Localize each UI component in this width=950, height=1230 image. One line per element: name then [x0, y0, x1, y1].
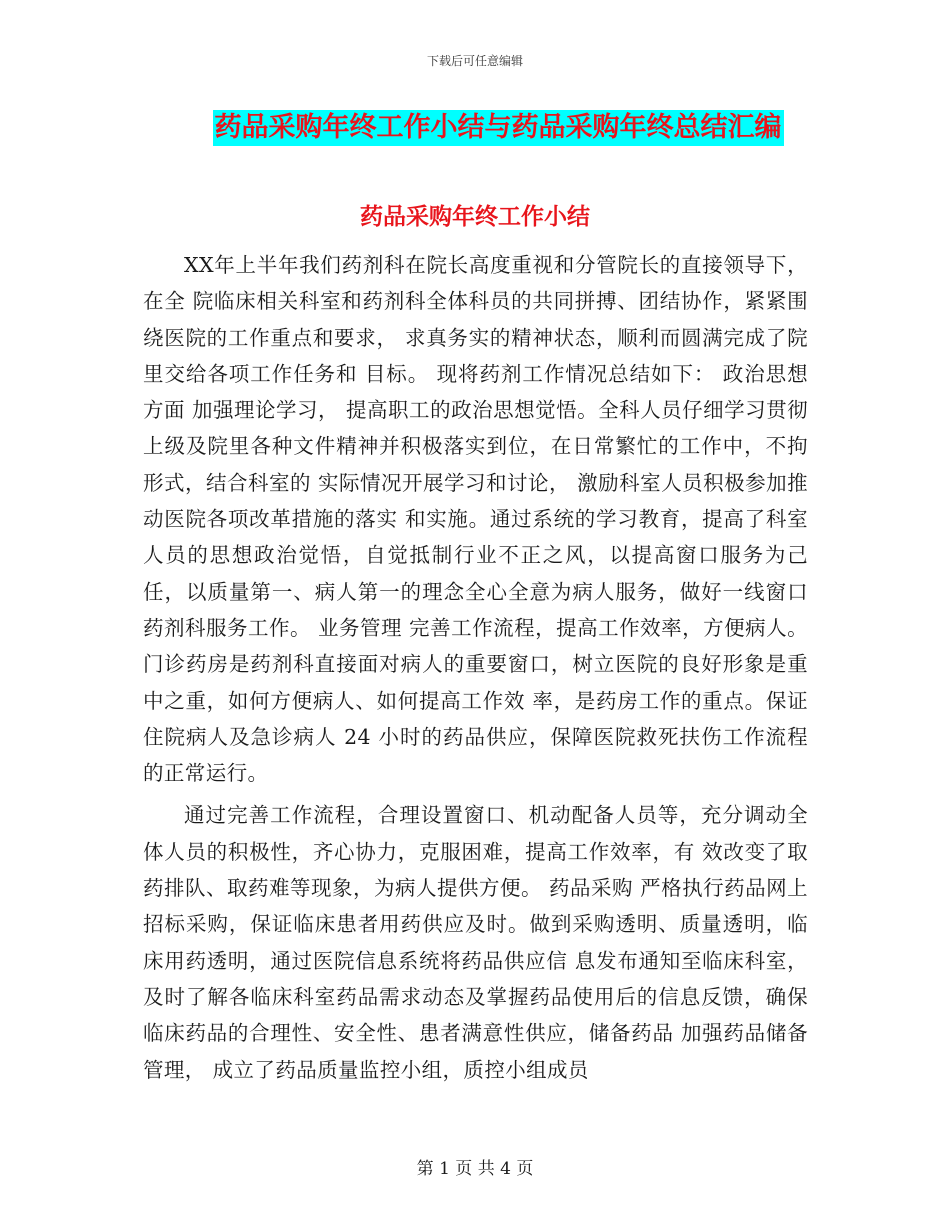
main-title: 药品采购年终工作小结与药品采购年终总结汇编 [213, 110, 784, 146]
header-note: 下载后可任意编辑 [426, 54, 523, 68]
paragraph-2: 通过完善工作流程，合理设置窗口、机动配备人员等，充分调动全体人员的积极性，齐心协力，克服困难，提高工作效率，有 效改变了取药排队、取药难等现象，为病人提供方便。 药品采购 严格执行药品网上招标采购，保证临床患者用药供应及时。做到采购透明、质量透明，临床用药透明，通过医院信息系统将药品供应信 息发布通知至临床科室， 及时了解各临床科室药品需求动态及掌握药品使用后的信息反馈，确保临床药品的合理性、安全性、患者满意性供应，储备药品 加强药品储备管理， 成立了药品质量监控小组，质控小组成员 [143, 803, 808, 1082]
section-title: 药品采购年终工作小结 [360, 204, 590, 230]
paragraph-1: XX年上半年我们药剂科在院长高度重视和分管院长的直接领导下，在全 院临床相关科室和药剂科全体科员的共同拼搏、团结协作，紧紧围绕医院的工作重点和要求， 求真务实的精神状态，顺利而圆满完成了院里交给各项工作任务和 目标。 现将药剂工作情况总结如下： 政治思想方面 加强理论学习， 提高职工的政治思想觉悟。全科人员仔细学习贯彻上级及院里各种文件精神并积极落实到位，在日常繁忙的工作中，不拘形式，结合科室的 实际情况开展学习和讨论， 激励科室人员积极参加推动医院各项改革措施的落实 和实施。通过系统的学习教育，提高了科室人员的思想政治觉悟，自觉抵制行业不正之风，以提高窗口服务为己任，以质量第一、病人第一的理念全心全意为病人服务，做好一线窗口药剂科服务工作。 业务管理 完善工作流程，提高工作效率，方便病人。门诊药房是药剂科直接面对病人的重要窗口，树立医院的良好形象是重中之重，如何方便病人、如何提高工作效 率，是药房工作的重点。保证住院病人及急诊病人 24 小时的药品供应，保障医院救死扶伤工作流程的正常运行。 [143, 253, 808, 786]
page-footer: 第 1 页 共 4 页 [416, 1159, 534, 1179]
body-text [143, 247, 808, 1088]
main-title-wrap [0, 110, 950, 146]
